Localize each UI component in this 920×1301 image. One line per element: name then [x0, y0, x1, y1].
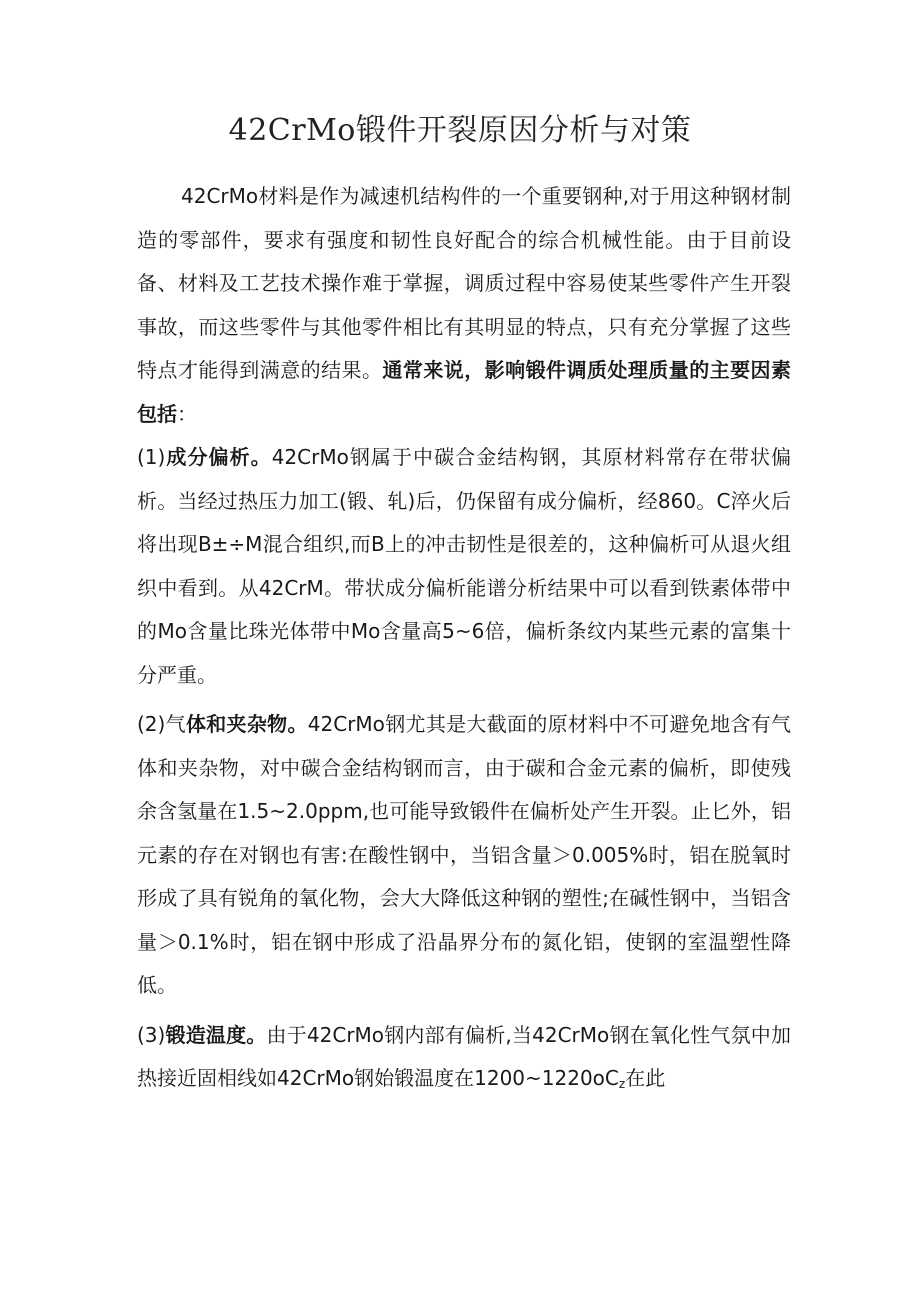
section-heading: 体和夹杂物。	[185, 712, 308, 736]
section-paragraph	[137, 703, 791, 1008]
section-text: 由于42CrMo钢内部有偏析,当42CrMo钢在氧化性气氛中加热接近固相线如42CrMo钢始锻温度在1200~1220oC	[137, 1022, 792, 1090]
intro-tail: ：	[177, 401, 197, 426]
section-text-after: 在此	[625, 1066, 666, 1090]
section-number: (2)气	[137, 712, 186, 736]
section-paragraph	[137, 1014, 791, 1101]
section-heading: 成分偏析。	[165, 445, 272, 469]
intro-paragraph	[137, 175, 791, 436]
section-paragraph	[137, 436, 791, 697]
section-heading: 锻造温度。	[165, 1022, 267, 1047]
intro-text: 42CrMo材料是作为减速机结构件的一个重要钢种,对于用这种钢材制造的零部件，要求有强度和韧性良好配合的综合机械性能。由于目前设备、材料及工艺技术操作难于掌握，调质过程中容易使某些零件产生开裂事故，而这些零件与其他零件相比有其明显的特点，只有充分掌握了这些特点才能得到满意的结果。	[137, 184, 791, 382]
document-body	[137, 175, 791, 1101]
section-subscript: z	[618, 1077, 626, 1091]
document-title: 42CrMo锻件开裂原因分析与对策	[228, 113, 692, 148]
section-number: (3)	[137, 1022, 166, 1047]
intro-bold-text: 通常来说，影响锻件调质处理质量的主要因素包括	[137, 358, 792, 426]
section-text: 42CrMo钢尤其是大截面的原材料中不可避免地含有气体和夹杂物，对中碳合金结构钢而言，由于碳和合金元素的偏析，即使残余含氢量在1.5~2.0ppm,也可能导致锻件在偏析处产生开裂。止匕外，铝元素的存在对钢也有害:在酸性钢中，当铝含量＞0.005%时，铝在脱氧时形成了具有锐角的氧化物，会大大降低这种钢的塑性;在碱性钢中，当铝含量＞0.1%时，铝在钢中形成了沿晶界分布的氮化铝，使钢的室温塑性降低。	[137, 712, 791, 997]
section-text: 42CrMo钢属于中碳合金结构钢，其原材料常存在带状偏析。当经过热压力加工(锻、轧)后，仍保留有成分偏析，经860。C淬火后将出现B±÷M混合组织,而B上的冲击韧性是很差的，这种偏析可从退火组织中看到。从42CrM。带状成分偏析能谱分析结果中可以看到铁素体带中的Mo含量比珠光体带中Mo含量高5~6倍，偏析条纹内某些元素的富集十分严重。	[137, 445, 791, 687]
section-number: (1)	[137, 445, 166, 469]
